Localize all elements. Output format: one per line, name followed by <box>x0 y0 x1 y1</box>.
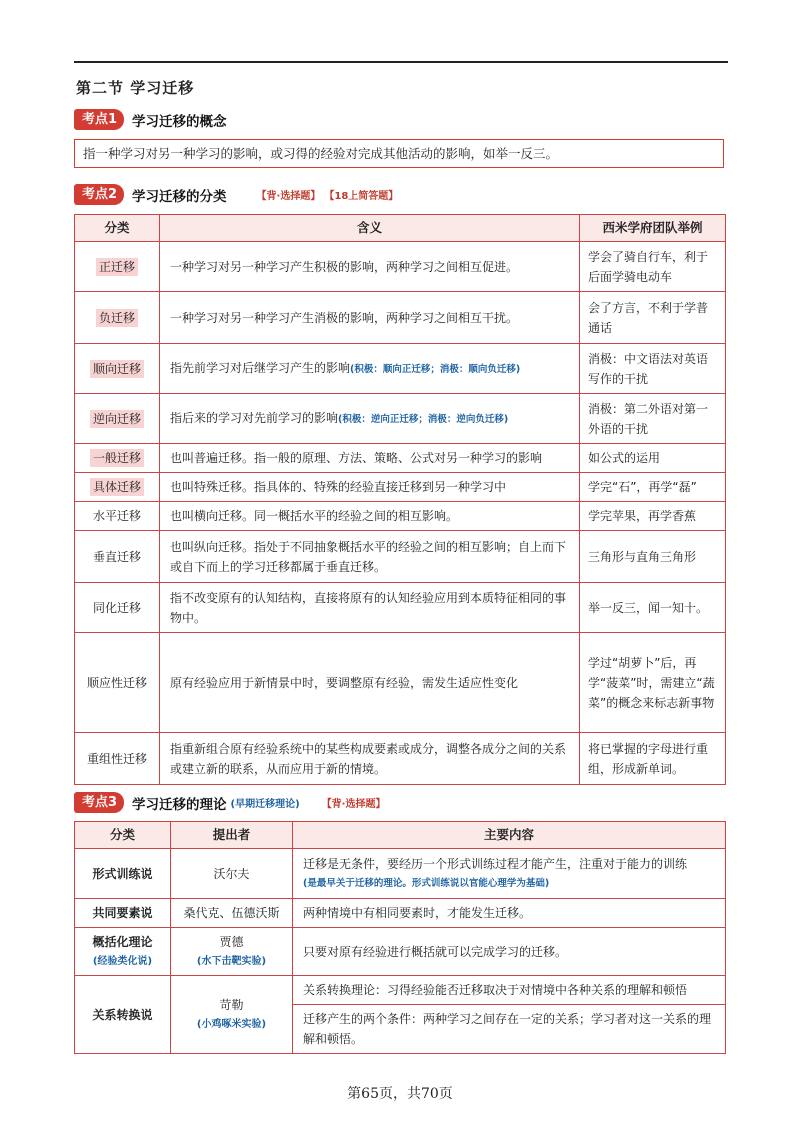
kp1-header <box>74 109 227 130</box>
table-row <box>75 733 726 785</box>
row-meaning: 指重新组合原有经验系统中的某些构成要素或成分，调整各成分之间的关系或建立新的联系，从而应用于新的情境。 <box>160 733 580 785</box>
header-example: 西米学府团队举例 <box>580 215 726 242</box>
row-meaning: 一种学习对另一种学习产生消极的影响，两种学习之间相互干扰。 <box>170 310 519 325</box>
row-name: 正迁移 <box>96 258 138 276</box>
table-row <box>75 444 726 473</box>
table-row <box>75 292 726 344</box>
theory-name: 共同要素说 <box>75 899 171 928</box>
theory-proposer: 贾德 <box>219 934 244 949</box>
row-name: 顺应性迁移 <box>75 633 160 733</box>
row-name: 水平迁移 <box>75 502 160 531</box>
kp2-header <box>74 184 398 205</box>
header-category: 分类 <box>75 215 160 242</box>
theory-content: 关系转换理论：习得经验能否迁移取决于对情境中各种关系的理解和顿悟 <box>293 976 726 1005</box>
kp2-tag: 考点2 <box>74 184 124 205</box>
table-row <box>75 531 726 583</box>
theory-name: 关系转换说 <box>75 976 171 1054</box>
table-row <box>75 928 726 976</box>
row-meaning: 也叫特殊迁移。指具体的、特殊的经验直接迁移到另一种学习中 <box>160 473 580 502</box>
table-row <box>75 976 726 1005</box>
theory-name-sub: (经验类化说) <box>92 955 153 967</box>
table-row <box>75 849 726 899</box>
theory-table <box>74 821 726 1054</box>
theory-proposer: 沃尔夫 <box>171 849 293 899</box>
row-meaning-note: (积极：逆向正迁移；消极：逆向负迁移) <box>338 413 509 425</box>
table-row <box>75 899 726 928</box>
kp3-header <box>74 792 386 813</box>
row-meaning: 一种学习对另一种学习产生积极的影响，两种学习之间相互促进。 <box>170 259 519 274</box>
table-row <box>75 473 726 502</box>
row-example: 举一反三，闻一知十。 <box>580 583 726 633</box>
header-proposer: 提出者 <box>171 822 293 849</box>
row-example: 学完“石”，再学“磊” <box>580 473 726 502</box>
row-example: 三角形与直角三角形 <box>580 531 726 583</box>
kp2-tag-b: 【18上简答题】 <box>324 191 399 202</box>
row-meaning: 指先前学习对后继学习产生的影响 <box>170 360 351 375</box>
row-meaning: 也叫纵向迁移。指处于不同抽象概括水平的经验之间的相互影响；自上而下或自下而上的学习迁移都属于垂直迁移。 <box>160 531 580 583</box>
row-meaning: 原有经验应用于新情景中时，要调整原有经验，需发生适应性变化 <box>160 633 580 733</box>
table-header-row <box>75 822 726 849</box>
kp2-tag-a: 【背·选择题】 <box>256 191 321 202</box>
classification-table <box>74 214 726 785</box>
row-meaning: 也叫普遍迁移。指一般的原理、方法、策略、公式对另一种学习的影响 <box>160 444 580 473</box>
kp1-definition: 指一种学习对另一种学习的影响，或习得的经验对完成其他活动的影响，如举一反三。 <box>74 139 724 168</box>
table-row <box>75 502 726 531</box>
kp1-title: 学习迁移的概念 <box>132 113 227 130</box>
theory-name: 概括化理论 <box>92 934 153 949</box>
row-example: 学完苹果，再学香蕉 <box>580 502 726 531</box>
row-name: 重组性迁移 <box>75 733 160 785</box>
theory-content: 两种情境中有相同要素时，才能发生迁移。 <box>293 899 726 928</box>
kp3-tag-a: 【背·选择题】 <box>321 799 386 810</box>
top-rule <box>74 61 728 63</box>
page-footer: 第65页，共70页 <box>347 1086 453 1102</box>
row-example: 学会了骑自行车，利于后面学骑电动车 <box>580 242 726 292</box>
theory-content: 迁移是无条件，要经历一个形式训练过程才能产生，注重对于能力的训练 <box>303 856 688 871</box>
table-row <box>75 394 726 444</box>
row-name: 具体迁移 <box>90 478 144 496</box>
kp3-subtitle: (早期迁移理论) <box>230 799 300 810</box>
row-name: 一般迁移 <box>90 449 144 467</box>
kp2-title: 学习迁移的分类 <box>132 188 227 205</box>
row-name: 垂直迁移 <box>75 531 160 583</box>
theory-proposer: 苛勒 <box>219 997 244 1012</box>
row-example: 消极：第二外语对第一外语的干扰 <box>580 394 726 444</box>
row-example: 如公式的运用 <box>580 444 726 473</box>
row-meaning: 也叫横向迁移。同一概括水平的经验之间的相互影响。 <box>160 502 580 531</box>
theory-content-2: 迁移产生的两个条件：两种学习之间存在一定的关系；学习者对这一关系的理解和顿悟。 <box>293 1005 726 1054</box>
row-example: 将已掌握的字母进行重组，形成新单词。 <box>580 733 726 785</box>
section-title: 第二节 学习迁移 <box>76 79 195 97</box>
header-category: 分类 <box>75 822 171 849</box>
row-name: 逆向迁移 <box>90 410 144 428</box>
row-example: 学过“胡萝卜”后，再学“菠菜”时，需建立“蔬菜”的概念来标志新事物 <box>580 633 726 733</box>
row-meaning: 指后来的学习对先前学习的影响 <box>170 410 339 425</box>
theory-proposer: 桑代克、伍德沃斯 <box>171 899 293 928</box>
kp3-title: 学习迁移的理论 <box>132 796 227 813</box>
theory-content: 只要对原有经验进行概括就可以完成学习的迁移。 <box>293 928 726 976</box>
theory-proposer-sub: (小鸡啄米实验) <box>196 1018 267 1030</box>
table-row <box>75 633 726 733</box>
kp3-tag: 考点3 <box>74 792 124 813</box>
header-meaning: 含义 <box>160 215 580 242</box>
theory-content-note: (是最早关于迁移的理论。形式训练说以官能心理学为基础) <box>303 877 550 889</box>
table-header-row <box>75 215 726 242</box>
theory-name: 形式训练说 <box>75 849 171 899</box>
row-name: 顺向迁移 <box>90 360 144 378</box>
row-meaning-note: (积极：顺向正迁移；消极：顺向负迁移) <box>350 363 521 375</box>
table-row <box>75 583 726 633</box>
row-example: 消极：中文语法对英语写作的干扰 <box>580 344 726 394</box>
table-row <box>75 242 726 292</box>
row-name: 同化迁移 <box>75 583 160 633</box>
row-example: 会了方言，不利于学普通话 <box>580 292 726 344</box>
row-meaning: 指不改变原有的认知结构，直接将原有的认知经验应用到本质特征相同的事物中。 <box>160 583 580 633</box>
kp1-tag: 考点1 <box>74 109 124 130</box>
table-row <box>75 344 726 394</box>
header-content: 主要内容 <box>293 822 726 849</box>
row-name: 负迁移 <box>96 309 138 327</box>
theory-proposer-sub: (水下击靶实验) <box>196 955 267 967</box>
